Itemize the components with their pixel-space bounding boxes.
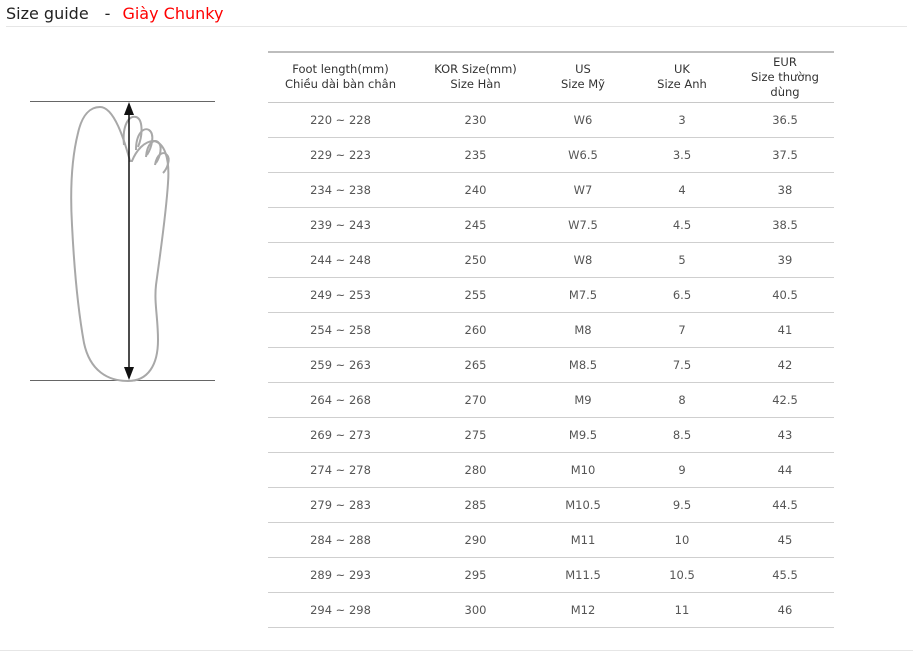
cell-uk-size: 7 [628, 312, 736, 347]
cell-foot-length: 239 ~ 243 [268, 207, 413, 242]
cell-uk-size: 6.5 [628, 277, 736, 312]
table-row [268, 312, 834, 347]
cell-us-size: M7.5 [538, 277, 628, 312]
cell-foot-length: 289 ~ 293 [268, 557, 413, 592]
cell-us-size: W6.5 [538, 137, 628, 172]
column-header-foot-length [268, 52, 413, 102]
table-row [268, 382, 834, 417]
cell-eur-size: 40.5 [736, 277, 834, 312]
column-header-vi: Size Hàn [450, 77, 501, 92]
table-row [268, 592, 834, 627]
table-row [268, 557, 834, 592]
cell-kor-size: 270 [413, 382, 538, 417]
cell-kor-size: 240 [413, 172, 538, 207]
cell-uk-size: 10 [628, 522, 736, 557]
cell-uk-size: 3 [628, 102, 736, 137]
table-row [268, 417, 834, 452]
cell-us-size: M10.5 [538, 487, 628, 522]
table-row [268, 487, 834, 522]
cell-kor-size: 300 [413, 592, 538, 627]
table-row [268, 277, 834, 312]
cell-foot-length: 264 ~ 268 [268, 382, 413, 417]
column-header-vi: Size thường dùng [751, 69, 819, 99]
cell-eur-size: 38.5 [736, 207, 834, 242]
cell-us-size: W7.5 [538, 207, 628, 242]
cell-foot-length: 249 ~ 253 [268, 277, 413, 312]
cell-us-size: M11 [538, 522, 628, 557]
cell-eur-size: 44 [736, 452, 834, 487]
cell-kor-size: 250 [413, 242, 538, 277]
cell-foot-length: 234 ~ 238 [268, 172, 413, 207]
cell-foot-length: 220 ~ 228 [268, 102, 413, 137]
cell-eur-size: 45 [736, 522, 834, 557]
cell-foot-length: 274 ~ 278 [268, 452, 413, 487]
cell-eur-size: 39 [736, 242, 834, 277]
title-separator: - [104, 3, 111, 23]
column-header-vi: Size Anh [657, 77, 707, 92]
cell-us-size: W7 [538, 172, 628, 207]
cell-uk-size: 3.5 [628, 137, 736, 172]
cell-us-size: M10 [538, 452, 628, 487]
cell-eur-size: 37.5 [736, 137, 834, 172]
column-header-kor-size [413, 52, 538, 102]
column-header-eur [736, 52, 834, 102]
cell-kor-size: 230 [413, 102, 538, 137]
cell-us-size: M12 [538, 592, 628, 627]
cell-uk-size: 4.5 [628, 207, 736, 242]
product-name: Giày Chunky [122, 3, 224, 23]
size-chart-table [268, 51, 834, 628]
table-row [268, 207, 834, 242]
cell-foot-length: 244 ~ 248 [268, 242, 413, 277]
cell-us-size: W6 [538, 102, 628, 137]
cell-eur-size: 42.5 [736, 382, 834, 417]
cell-us-size: M9.5 [538, 417, 628, 452]
cell-eur-size: 46 [736, 592, 834, 627]
cell-eur-size: 43 [736, 417, 834, 452]
cell-us-size: M8.5 [538, 347, 628, 382]
cell-eur-size: 45.5 [736, 557, 834, 592]
cell-kor-size: 265 [413, 347, 538, 382]
table-header-row [268, 52, 834, 102]
cell-kor-size: 285 [413, 487, 538, 522]
cell-kor-size: 280 [413, 452, 538, 487]
cell-us-size: W8 [538, 242, 628, 277]
cell-uk-size: 4 [628, 172, 736, 207]
column-header-en: KOR Size(mm) [434, 62, 517, 77]
cell-uk-size: 8 [628, 382, 736, 417]
cell-kor-size: 260 [413, 312, 538, 347]
foot-measurement-diagram [30, 95, 215, 385]
cell-uk-size: 9.5 [628, 487, 736, 522]
cell-eur-size: 36.5 [736, 102, 834, 137]
cell-foot-length: 284 ~ 288 [268, 522, 413, 557]
table-row [268, 172, 834, 207]
cell-foot-length: 279 ~ 283 [268, 487, 413, 522]
cell-uk-size: 9 [628, 452, 736, 487]
column-header-vi: Size Mỹ [561, 77, 605, 92]
column-header-vi: Chiều dài bàn chân [285, 77, 396, 92]
cell-kor-size: 245 [413, 207, 538, 242]
table-row [268, 242, 834, 277]
cell-kor-size: 290 [413, 522, 538, 557]
column-header-en: UK [674, 62, 690, 77]
table-row [268, 137, 834, 172]
cell-kor-size: 235 [413, 137, 538, 172]
cell-eur-size: 41 [736, 312, 834, 347]
cell-us-size: M8 [538, 312, 628, 347]
page-title: Size guide [6, 3, 89, 23]
cell-uk-size: 7.5 [628, 347, 736, 382]
cell-foot-length: 229 ~ 223 [268, 137, 413, 172]
footer-divider [0, 650, 913, 651]
table-row [268, 102, 834, 137]
cell-foot-length: 259 ~ 263 [268, 347, 413, 382]
column-header-en: Foot length(mm) [292, 62, 389, 77]
column-header-en: US [575, 62, 591, 77]
cell-uk-size: 11 [628, 592, 736, 627]
foot-measurement-icon [30, 95, 215, 385]
cell-uk-size: 5 [628, 242, 736, 277]
cell-uk-size: 10.5 [628, 557, 736, 592]
page-header [6, 0, 907, 27]
cell-eur-size: 42 [736, 347, 834, 382]
table-row [268, 452, 834, 487]
cell-foot-length: 254 ~ 258 [268, 312, 413, 347]
cell-uk-size: 8.5 [628, 417, 736, 452]
cell-kor-size: 275 [413, 417, 538, 452]
cell-foot-length: 269 ~ 273 [268, 417, 413, 452]
table-row [268, 347, 834, 382]
column-header-en: EUR [773, 54, 797, 69]
cell-kor-size: 255 [413, 277, 538, 312]
column-header-us [538, 52, 628, 102]
cell-kor-size: 295 [413, 557, 538, 592]
cell-us-size: M9 [538, 382, 628, 417]
cell-foot-length: 294 ~ 298 [268, 592, 413, 627]
table-row [268, 522, 834, 557]
column-header-uk [628, 52, 736, 102]
cell-eur-size: 38 [736, 172, 834, 207]
cell-eur-size: 44.5 [736, 487, 834, 522]
cell-us-size: M11.5 [538, 557, 628, 592]
